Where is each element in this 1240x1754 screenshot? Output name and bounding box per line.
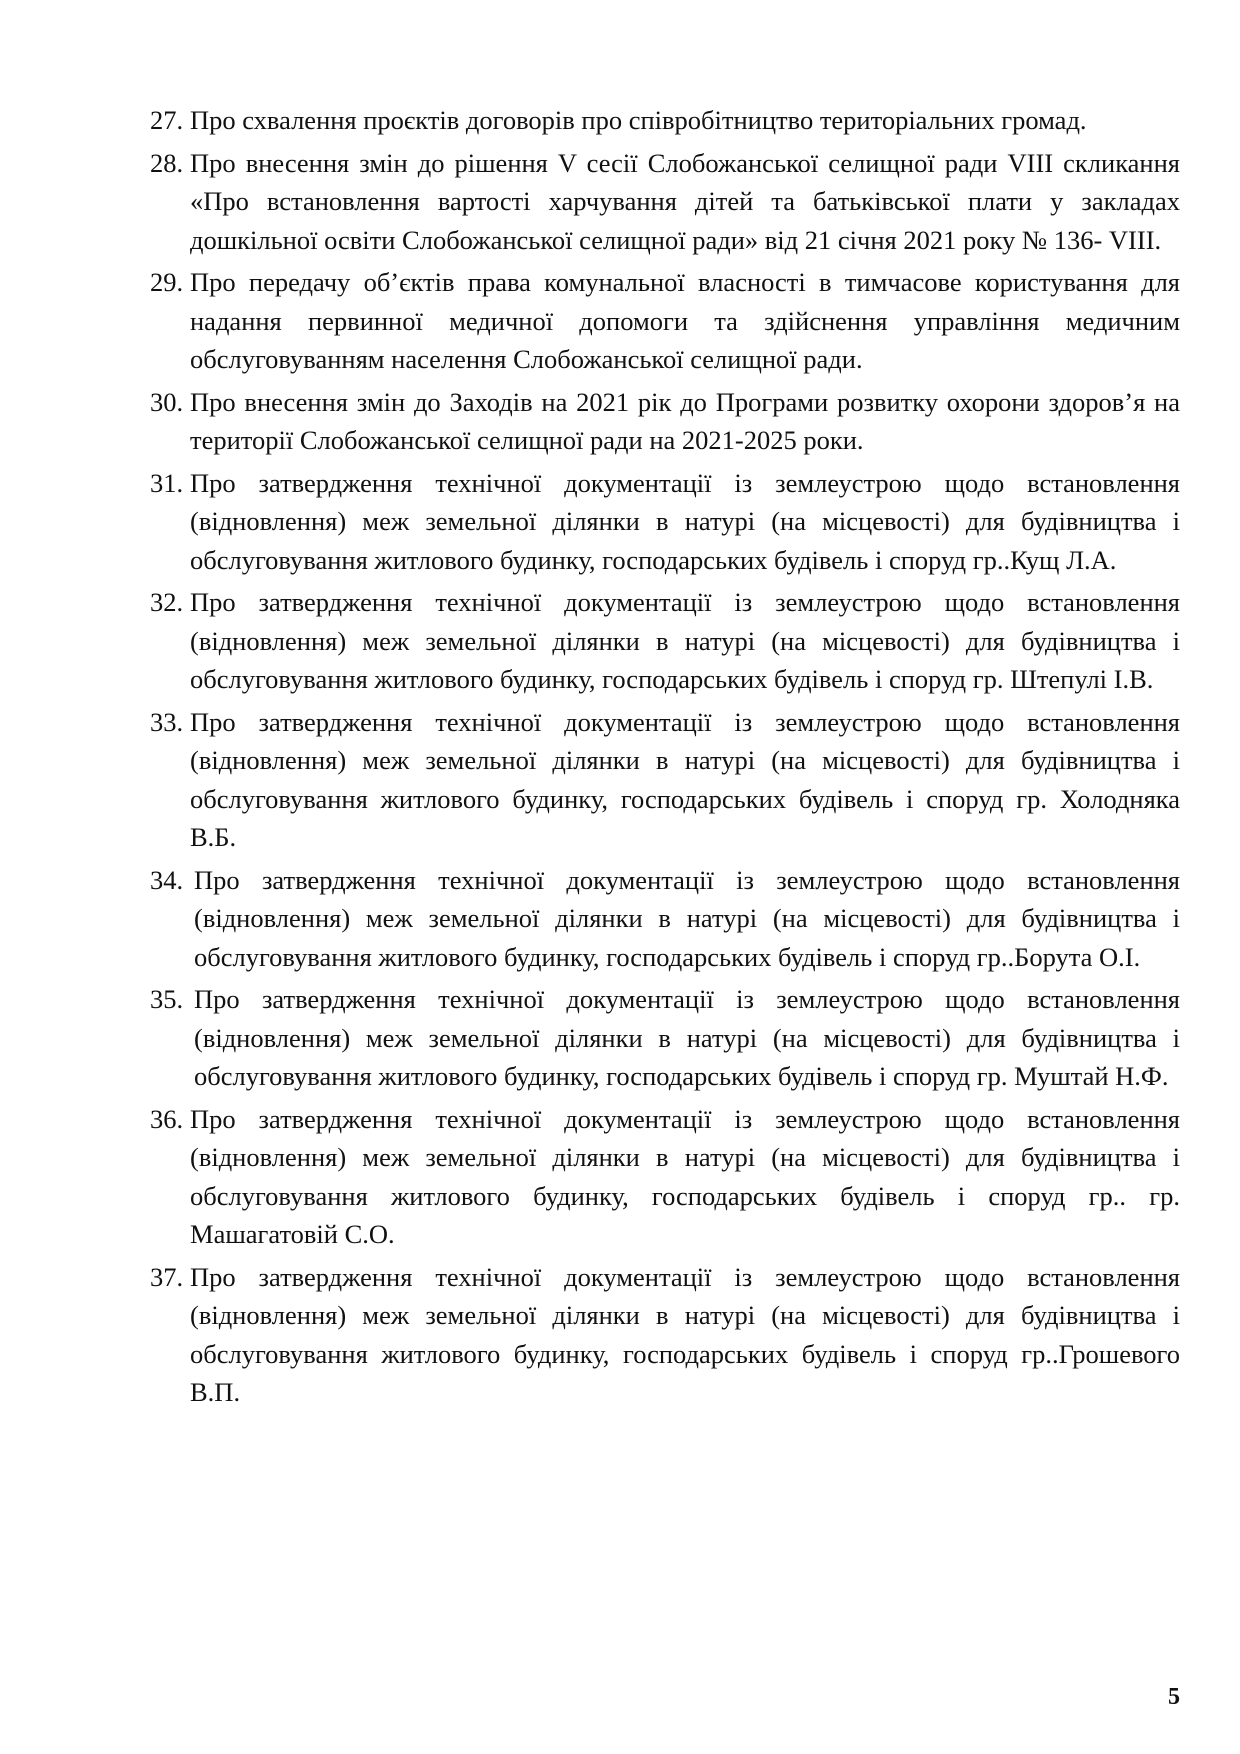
item-number: 29. bbox=[150, 267, 184, 297]
item-text: Про внесення змін до рішення V сесії Слобожанської селищної ради VIII скликання «Про встановлення вартості харчування дітей та батьківської плати у закладах дошкільної освіти Слобожанської селищної ради» від 21 січня 2021 року № 136- VIII. bbox=[190, 147, 1180, 255]
agenda-item-30 bbox=[150, 383, 1180, 460]
item-text: Про затвердження технічної документації із землеустрою щодо встановлення (відновлення) меж земельної ділянки в натурі (на місцевості) для будівництва і обслуговування житлового будинку, господарських будівель і споруд гр..Кущ Л.А. bbox=[190, 467, 1180, 575]
item-text: Про затвердження технічної документації із землеустрою щодо встановлення (відновлення) меж земельної ділянки в натурі (на місцевості) для будівництва і обслуговування житлового будинку, господарських будівель і споруд гр. Муштай Н.Ф. bbox=[194, 984, 1180, 1091]
item-number: 27. bbox=[150, 105, 184, 135]
page-number: 5 bbox=[1168, 1684, 1180, 1710]
agenda-item-27 bbox=[150, 101, 1180, 140]
agenda-item-37 bbox=[150, 1258, 1180, 1412]
item-number: 36. bbox=[150, 1103, 184, 1134]
item-number: 28. bbox=[150, 147, 184, 178]
item-number: 32. bbox=[150, 587, 184, 617]
item-text: Про затвердження технічної документації із землеустрою щодо встановлення (відновлення) меж земельної ділянки в натурі (на місцевості) для будівництва і обслуговування житлового будинку, господарських будівель і споруд гр..Борута О.І. bbox=[194, 864, 1180, 972]
item-text: Про затвердження технічної документації із землеустрою щодо встановлення (відновлення) меж земельної ділянки в натурі (на місцевості) для будівництва і обслуговування житлового будинку, господарських будівель і споруд гр. Холодняка В.Б. bbox=[190, 706, 1180, 852]
agenda-item-34 bbox=[150, 861, 1180, 977]
agenda-item-33 bbox=[150, 703, 1180, 857]
item-number: 35. bbox=[150, 984, 184, 1014]
agenda-item-31 bbox=[150, 464, 1180, 580]
agenda-item-28 bbox=[150, 144, 1180, 260]
item-number: 34. bbox=[150, 864, 184, 895]
agenda-list bbox=[150, 101, 1180, 1416]
item-text: Про затвердження технічної документації із землеустрою щодо встановлення (відновлення) меж земельної ділянки в натурі (на місцевості) для будівництва і обслуговування житлового будинку, господарських будівель і споруд гр. Штепулі І.В. bbox=[190, 587, 1180, 694]
item-text: Про затвердження технічної документації із землеустрою щодо встановлення (відновлення) меж земельної ділянки в натурі (на місцевості) для будівництва і обслуговування житлового будинку, господарських будівель і споруд гр.. гр. Машагатовій С.О. bbox=[190, 1103, 1180, 1249]
item-number: 33. bbox=[150, 706, 184, 737]
item-number: 30. bbox=[150, 386, 184, 417]
item-text: Про передачу об’єктів права комунальної власності в тимчасове користування для надання первинної медичної допомоги та здійснення управління медичним обслуговуванням населення Слобожанської селищної ради. bbox=[190, 267, 1180, 374]
agenda-item-36 bbox=[150, 1100, 1180, 1254]
item-number: 37. bbox=[150, 1261, 184, 1292]
item-text: Про затвердження технічної документації із землеустрою щодо встановлення (відновлення) меж земельної ділянки в натурі (на місцевості) для будівництва і обслуговування житлового будинку, господарських будівель і споруд гр..Грошевого В.П. bbox=[190, 1261, 1180, 1407]
agenda-item-29 bbox=[150, 263, 1180, 379]
agenda-item-35 bbox=[150, 980, 1180, 1096]
item-number: 31. bbox=[150, 467, 184, 498]
item-text: Про внесення змін до Заходів на 2021 рік до Програми розвитку охорони здоров’я на території Слобожанської селищної ради на 2021-2025 роки. bbox=[190, 386, 1180, 455]
agenda-item-32 bbox=[150, 583, 1180, 699]
item-text: Про схвалення проєктів договорів про співробітництво територіальних громад. bbox=[190, 105, 1087, 135]
